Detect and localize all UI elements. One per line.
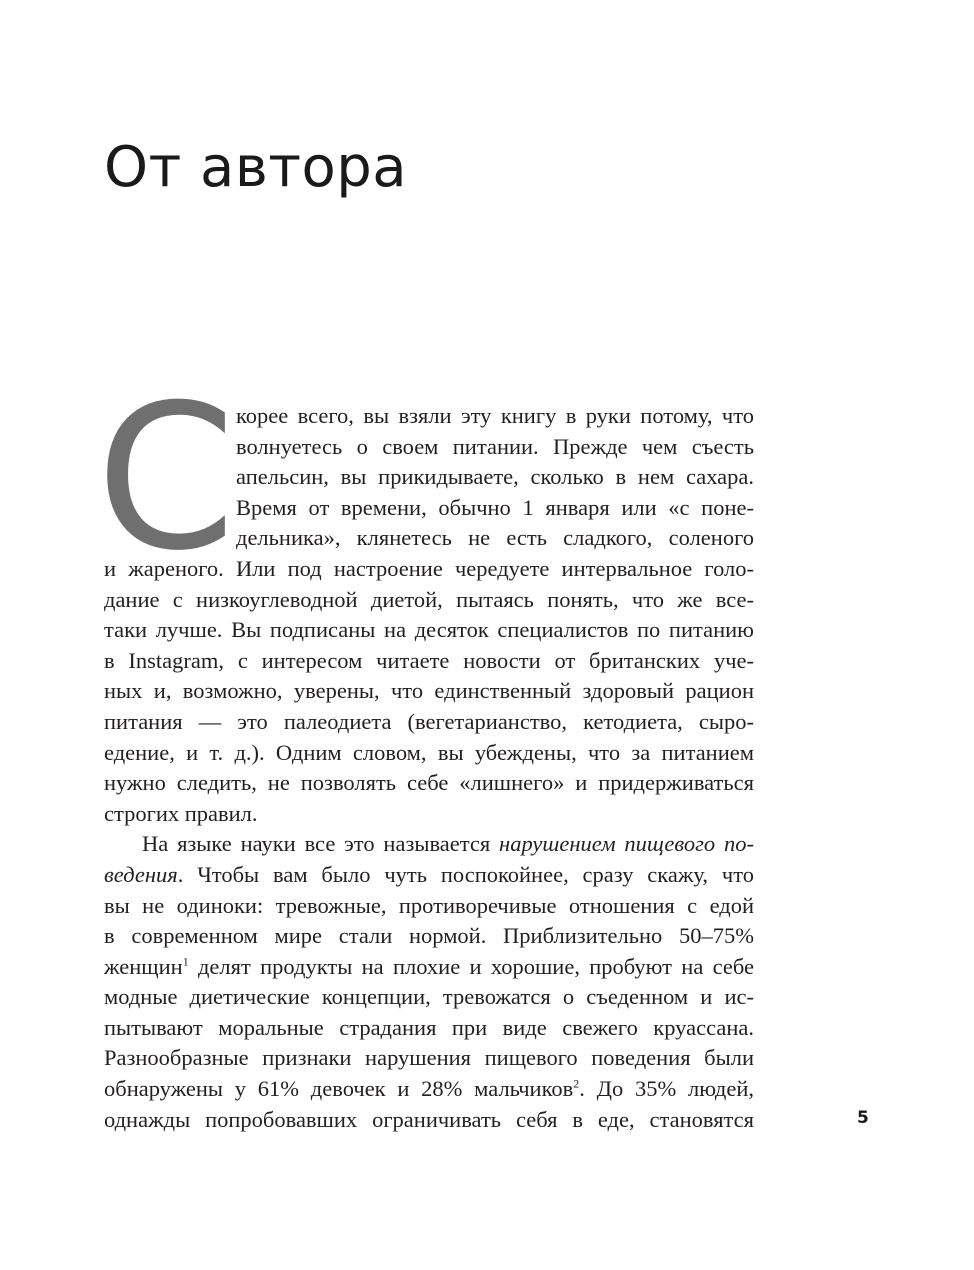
text-line: ведения. Чтобы вам было чуть поспокойнее, сразу скажу, что bbox=[104, 861, 754, 887]
text-line: и жареного. Или под настроение чередуете интервальное голо- bbox=[104, 555, 754, 581]
text-line: едение, и т. д.). Одним словом, вы убеждены, что за питанием bbox=[104, 739, 754, 765]
text-line: Разнообразные признаки нарушения пищевого поведения были bbox=[104, 1045, 754, 1071]
text-line: в современном мире стали нормой. Приблизительно 50–75% bbox=[104, 923, 754, 949]
italic-term: ведения bbox=[104, 861, 178, 887]
text-line: дание с низкоуглеводной диетой, пытаясь понять, что же все- bbox=[104, 586, 754, 612]
page-number: 5 bbox=[857, 1108, 869, 1128]
text-line: вы не одиноки: тревожные, противоречивые отношения с едой bbox=[104, 892, 754, 918]
text-line: женщин$^1$ делят продукты на плохие и хорошие, пробуют на себе bbox=[104, 953, 754, 979]
body-text bbox=[96, 362, 754, 1135]
chapter-title: От автора bbox=[104, 135, 408, 200]
text-line: пытывают моральные страдания при виде свежего круассана. bbox=[104, 1014, 754, 1040]
text-line: нужно следить, не позволять себе «лишнего» и придерживаться bbox=[104, 770, 754, 796]
text-line: питания — это палеодиета (вегетарианство, кетодиета, сыро- bbox=[104, 708, 754, 734]
footnote-ref: 1 bbox=[182, 954, 189, 969]
text-line: Время от времени, обычно 1 января или «с поне- bbox=[236, 494, 754, 520]
text-line: обнаружены у 61% девочек и 28% мальчиков$^2$. До 35% людей, bbox=[104, 1076, 754, 1102]
text-line: апельсин, вы прикидываете, сколько в нем сахара. bbox=[236, 464, 754, 490]
text-line: волнуетесь о своем питании. Прежде чем съесть bbox=[236, 433, 754, 459]
text-line: строгих правил. bbox=[104, 800, 258, 826]
italic-term: нарушением пищевого по- bbox=[499, 831, 754, 857]
text-line: На языке науки все это называется нарушением пищевого по- bbox=[142, 831, 754, 857]
text-line: таки лучше. Вы подписаны на десяток специалистов по питанию bbox=[104, 617, 754, 643]
text-line: дельника», клянетесь не есть сладкого, соленого bbox=[236, 525, 754, 551]
text-line: корее всего, вы взяли эту книгу в руки потому, что bbox=[236, 403, 754, 428]
text-line: в Instagram, с интересом читаете новости от британских уче- bbox=[104, 647, 754, 673]
footnote-ref: 2 bbox=[573, 1076, 580, 1091]
drop-cap: С bbox=[96, 362, 236, 595]
text-line: модные диетические концепции, тревожатся о съеденном и ис- bbox=[104, 984, 754, 1010]
text-line: ных и, возможно, уверены, что единственный здоровый рацион bbox=[104, 678, 754, 704]
text-line: однажды попробовавших ограничивать себя в еде, становятся bbox=[104, 1106, 754, 1132]
